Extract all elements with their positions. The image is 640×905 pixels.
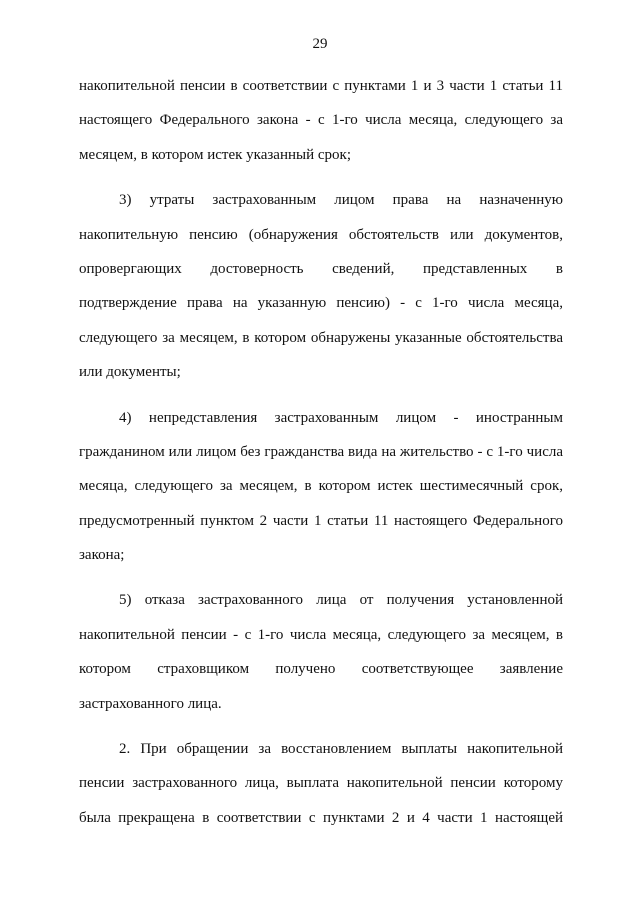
paragraph-item-4	[79, 401, 563, 573]
text-line: закона;	[79, 547, 125, 564]
text-line: застрахованного лица.	[79, 695, 222, 712]
text-line: накопительную пенсию (обнаружения обстоятельств или документов,	[79, 226, 563, 243]
text-line: предусмотренный пунктом 2 части 1 статьи 11 настоящего Федерального	[79, 512, 563, 529]
text-line: пенсии застрахованного лица, выплата накопительной пенсии которому	[79, 775, 563, 792]
text-line: подтверждение права на указанную пенсию) - с 1-го числа месяца,	[79, 295, 563, 312]
text-line: накопительной пенсии - с 1-го числа месяца, следующего за месяцем, в	[79, 626, 563, 643]
text-line: 4) непредставления застрахованным лицом - иностранным	[119, 409, 563, 426]
text-line: была прекращена в соответствии с пунктами 2 и 4 части 1 настоящей	[79, 809, 563, 826]
paragraph-item-5	[79, 583, 563, 721]
text-line: опровергающих достоверность сведений, представленных в	[79, 260, 563, 277]
text-line: накопительной пенсии в соответствии с пунктами 1 и 3 части 1 статьи 11	[79, 78, 563, 94]
paragraph-item-3	[79, 183, 563, 389]
text-line: следующего за месяцем, в котором обнаружены указанные обстоятельства	[79, 329, 563, 346]
text-line: месяцем, в котором истек указанный срок;	[79, 146, 351, 163]
text-line: 2. При обращении за восстановлением выплаты накопительной	[119, 741, 563, 758]
text-line: гражданином или лицом без гражданства вида на жительство - с 1-го числа	[79, 443, 563, 460]
page-number: 29	[312, 36, 328, 52]
paragraph-continuation	[79, 69, 563, 172]
text-line: 5) отказа застрахованного лица от получения установленной	[119, 592, 563, 609]
paragraph-section-2	[79, 732, 563, 835]
text-line: 3) утраты застрахованным лицом права на назначенную	[119, 192, 563, 209]
text-line: котором страховщиком получено соответствующее заявление	[79, 661, 563, 678]
text-line: или документы;	[79, 364, 181, 381]
text-line: настоящего Федерального закона - с 1-го числа месяца, следующего за	[79, 112, 563, 129]
document-body	[79, 69, 563, 835]
text-line: месяца, следующего за месяцем, в котором истек шестимесячный срок,	[79, 478, 563, 495]
